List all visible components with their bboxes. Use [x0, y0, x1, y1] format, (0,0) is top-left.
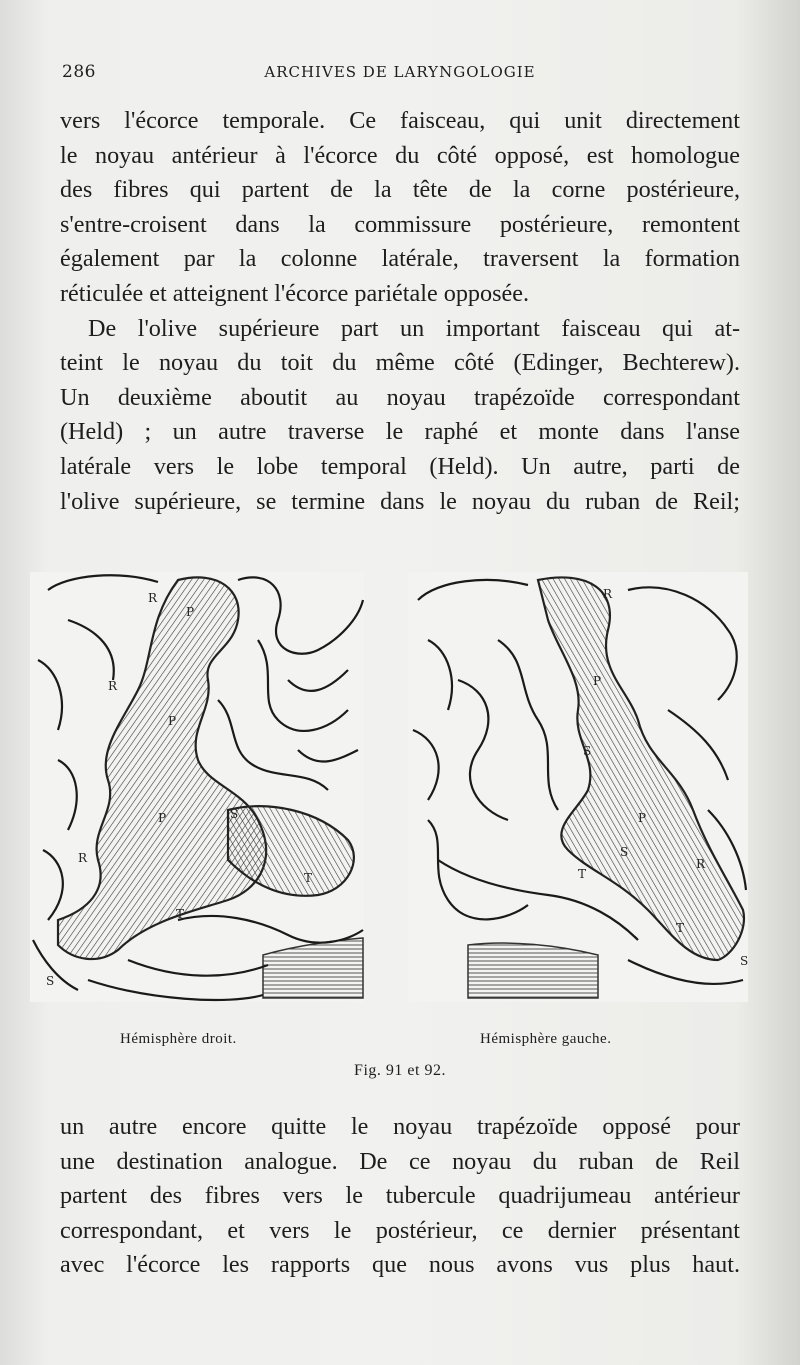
- text-line: latérale vers le lobe temporal (Held). Un autre, parti de: [60, 452, 740, 480]
- text-line: un autre encore quitte le noyau trapézoïde opposé pour: [60, 1113, 740, 1140]
- text-line: Un deuxième aboutit au noyau trapézoïde correspondant: [60, 383, 740, 411]
- text-line: teint le noyau du toit du même côté (Edinger, Bechterew).: [60, 349, 740, 377]
- text-line: des fibres qui partent de la tête de la corne postérieure,: [60, 176, 740, 204]
- page-number: 286: [62, 62, 96, 82]
- right-hemisphere-drawing: [30, 572, 364, 1002]
- marker: T: [176, 907, 185, 921]
- caption-left-hemisphere: Hémisphère gauche.: [480, 1031, 612, 1047]
- text-line: le noyau antérieur à l'écorce du côté opposé, est homologue: [60, 141, 740, 169]
- marker: R: [78, 851, 88, 865]
- marker: S: [46, 974, 55, 988]
- journal-title: ARCHIVES DE LARYNGOLOGIE: [264, 63, 536, 81]
- text-line: également par la colonne latérale, traversent la formation: [60, 245, 740, 273]
- marker: R: [148, 591, 158, 605]
- marker: S: [583, 744, 592, 758]
- caption-right-hemisphere: Hémisphère droit.: [120, 1031, 237, 1047]
- brain-hemispheres-figure: [28, 560, 772, 1020]
- marker: S: [620, 845, 629, 859]
- paragraph-top: [60, 104, 740, 519]
- marker: P: [158, 811, 167, 825]
- marker: T: [676, 921, 685, 935]
- text-line: correspondant, et vers le postérieur, ce dernier présentant: [60, 1216, 740, 1244]
- text-line: réticulée et atteignent l'écorce pariétale opposée.: [60, 279, 530, 307]
- text-line: De l'olive supérieure part un important faisceau qui at-: [88, 314, 740, 342]
- text-line: avec l'écorce les rapports que nous avons vus plus haut.: [60, 1251, 740, 1279]
- figure-number: Fig. 91 et 92.: [354, 1062, 446, 1079]
- marker: P: [168, 714, 177, 728]
- marker: R: [696, 857, 706, 871]
- text-line: s'entre-croisent dans la commissure postérieure, remontent: [60, 210, 740, 238]
- marker: S: [740, 954, 749, 968]
- marker: P: [638, 811, 647, 825]
- marker: T: [578, 867, 587, 881]
- marker: P: [593, 674, 602, 688]
- text-line: vers l'écorce temporale. Ce faisceau, qui unit directement: [60, 107, 740, 134]
- text-line: (Held) ; un autre traverse le raphé et monte dans l'anse: [60, 418, 740, 446]
- paragraph-bottom: [60, 1110, 740, 1283]
- text-line: une destination analogue. De ce noyau du ruban de Reil: [60, 1147, 740, 1175]
- left-hemisphere-drawing: [408, 572, 748, 1002]
- running-head: [62, 62, 738, 86]
- marker: S: [230, 807, 239, 821]
- figure-drawing: [28, 560, 772, 1020]
- text-line: partent des fibres vers le tubercule quadrijumeau antérieur: [60, 1182, 740, 1210]
- marker: T: [304, 871, 313, 885]
- marker: R: [108, 679, 118, 693]
- marker: R: [603, 587, 613, 601]
- text-line: l'olive supérieure, se termine dans le noyau du ruban de Reil;: [60, 487, 740, 515]
- marker: P: [186, 605, 195, 619]
